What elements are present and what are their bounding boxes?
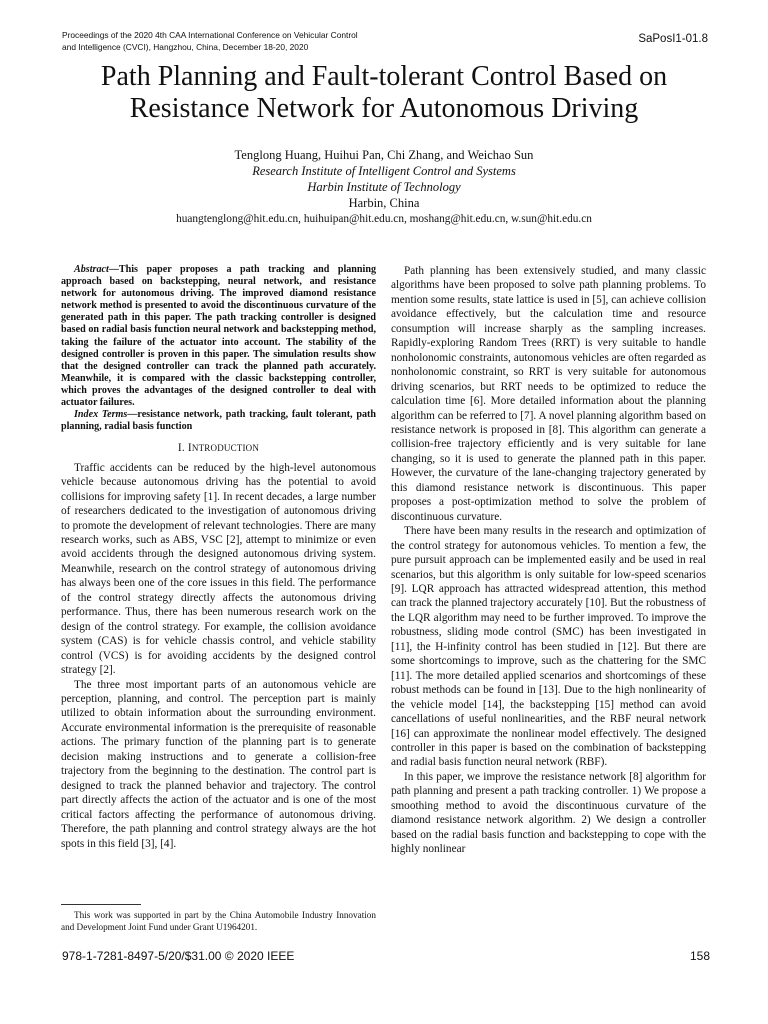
conference-line-1: Proceedings of the 2020 4th CAA International Conference on Vehicular Control bbox=[62, 30, 358, 40]
author-emails: huangtenglong@hit.edu.cn, huihuipan@hit.edu.cn, moshang@hit.edu.cn, w.sun@hit.edu.cn bbox=[176, 213, 592, 225]
conference-info bbox=[62, 30, 392, 53]
funding-footnote bbox=[61, 910, 376, 933]
footnote-divider bbox=[61, 904, 141, 905]
isbn-copyright: 978-1-7281-8497-5/20/$31.00 © 2020 IEEE bbox=[62, 949, 295, 963]
section-rest: NTRODUCTION bbox=[191, 443, 260, 454]
intro-paragraph-4: There have been many results in the research and optimization of the control strategy for autonomous vehicles. To mention a few, the pure pursuit approach can be implemented easily and be used in real scenarios, but this algorithm is only suitable for low-speed scenarios [9]. LQR approach has attracted widespread attention, this method can track the planned trajectory accurately [10]. But the robustness of the LQR algorithm may need to be further improved. To improve the robustness, sliding mode control (SMC) has been investigated in [11], the H-infinity control has been studied in [12]. But there are some shortcomings to improve, such as the chattering for the SMC [11]. The more detailed applied scenarios and shortcomings of these robust methods can be found in [13]. Due to the high nonlinearity of the vehicle model [14], the backstepping [15] method can avoid cancellations of useful nonlinearities, and the RBF neural network [16] can approximate the nonlinear model effectively. The designed controller in this paper is based on the combination of backstepping and radial basis function neural network (RBF). bbox=[391, 525, 706, 769]
left-column bbox=[61, 264, 376, 851]
intro-paragraph-1: Traffic accidents can be reduced by the high-level autonomous vehicle because autonomous driving has the potential to avoid collisions for improving safety [1]. In recent decades, a large number of researchers dedicated to the investigation of autonomous driving to promote the development of relevant technologies. There are many research works, such as ABS, VSC [2], attempt to minimize or even avoid accidents through the designed autonomous driving system. Meanwhile, research on the control strategy of autonomous driving has always been one of the core issues in this field. The performance of the control strategy directly affects the autonomous driving performance. Thus, there has been numerous research work on the design of the control strategy. For example, the collision avoidance system (CAS) is for vehicle chassis control, and vehicle stability control (VCS) is for avoiding accidents by the designed control strategy [2]. bbox=[61, 461, 376, 677]
intro-paragraph-2: The three most important parts of an autonomous vehicle are perception, planning, and control. The perception part is mainly utilized to obtain information about the surrounding environment. Accurate environmental information is the prerequisite of reasonable actions. The primary function of the planning part is to generate decision making instructions and to generate a collision-free trajectory from the beginning to the destination. The control part is designed to track the planned behavior and trajectory. The control part directly affects the action of the actuator and is one of the most critical factors affecting the performance of autonomous driving. Therefore, the path planning and control strategy always are the hot spots in this field [3], [4]. bbox=[61, 678, 376, 850]
page-number: 158 bbox=[689, 949, 710, 963]
section-first-letter: I bbox=[187, 442, 192, 455]
title-line-2: Resistance Network for Autonomous Driving bbox=[129, 93, 639, 124]
intro-paragraph-3: Path planning has been extensively studied, and many classic algorithms have been proposed to solve path planning problems. To mention some results, state lattice is used in [5], can achieve collision avoidance effectively, but the calculation time and resource consumption will increase sharply as the sampling increases. Rapidly-exploring Random Trees (RRT) is very suitable to handle nonholonomic constraints, autonomous vehicles are often regarded as nonholonomic constraint, so RRT is very suitable for autonomous driving scenarios, but RRT needs to be optimized to reduce the calculation time [6]. More detailed information about the planning algorithm can be referred to [7]. A novel planning algorithm based on resistance network is proposed in [8]. This algorithm can generate a collision-free trajectory efficiently and is very suitable for lane changing, so it is used to generate the planned path in this paper. However, the curvature of the lane-changing trajectory generated by this diamond resistance network is discontinuous. This paper proposes a post-optimization method to solve the problem of discontinuous curvature. bbox=[391, 265, 706, 523]
title-line-1: Path Planning and Fault-tolerant Control Based on bbox=[100, 61, 668, 92]
author-block bbox=[0, 147, 768, 227]
section-number: I. bbox=[177, 442, 188, 455]
author-names: Tenglong Huang, Huihui Pan, Chi Zhang, and Weichao Sun bbox=[234, 148, 534, 162]
abstract bbox=[61, 264, 376, 409]
abstract-label: Abstract bbox=[74, 264, 109, 275]
index-terms bbox=[61, 409, 376, 433]
paper-code: SaPosI1-01.8 bbox=[638, 33, 708, 45]
index-terms-label: Index Terms bbox=[74, 409, 128, 421]
right-column bbox=[391, 264, 706, 857]
affiliation-university: Harbin Institute of Technology bbox=[307, 180, 461, 194]
abstract-text: —This paper proposes a path tracking and planning approach based on backstepping, neural network, and resistance network for autonomous driving. The improved diamond resistance network method is presented to avoid the discontinuous curvature of the generated path in this paper. The path tracking controller is designed based on radial basis function neural network and backstepping method, taking the failure of the actuator into account. The stability of the designed controller is proven in this paper. The simulation results show that the designed controller can track the planned path accurately. Meanwhile, it is compared with the classic backstepping controller, which proves the advantages of the designed controller to deal with actuator failures. bbox=[61, 264, 376, 409]
paper-title bbox=[40, 61, 728, 125]
affiliation-location: Harbin, China bbox=[348, 196, 420, 210]
section-heading-introduction bbox=[61, 441, 376, 455]
index-terms-text: —resistance network, path tracking, fault tolerant, path planning, radial basis function bbox=[61, 409, 376, 433]
affiliation-institute: Research Institute of Intelligent Control and Systems bbox=[252, 164, 516, 178]
conference-line-2: and Intelligence (CVCI), Hangzhou, China, December 18-20, 2020 bbox=[62, 41, 309, 52]
intro-paragraph-5: In this paper, we improve the resistance network [8] algorithm for path planning and present a path tracking controller. 1) We propose a smoothing method to avoid the discontinuous curvature of the diamond resistance network algorithm. 2) We design a controller based on the radial basis function and backstepping to cope with the highly nonlinear bbox=[391, 770, 706, 856]
footnote-text: This work was supported in part by the China Automobile Industry Innovation and Development Joint Fund under Grant U1964201. bbox=[61, 910, 376, 932]
